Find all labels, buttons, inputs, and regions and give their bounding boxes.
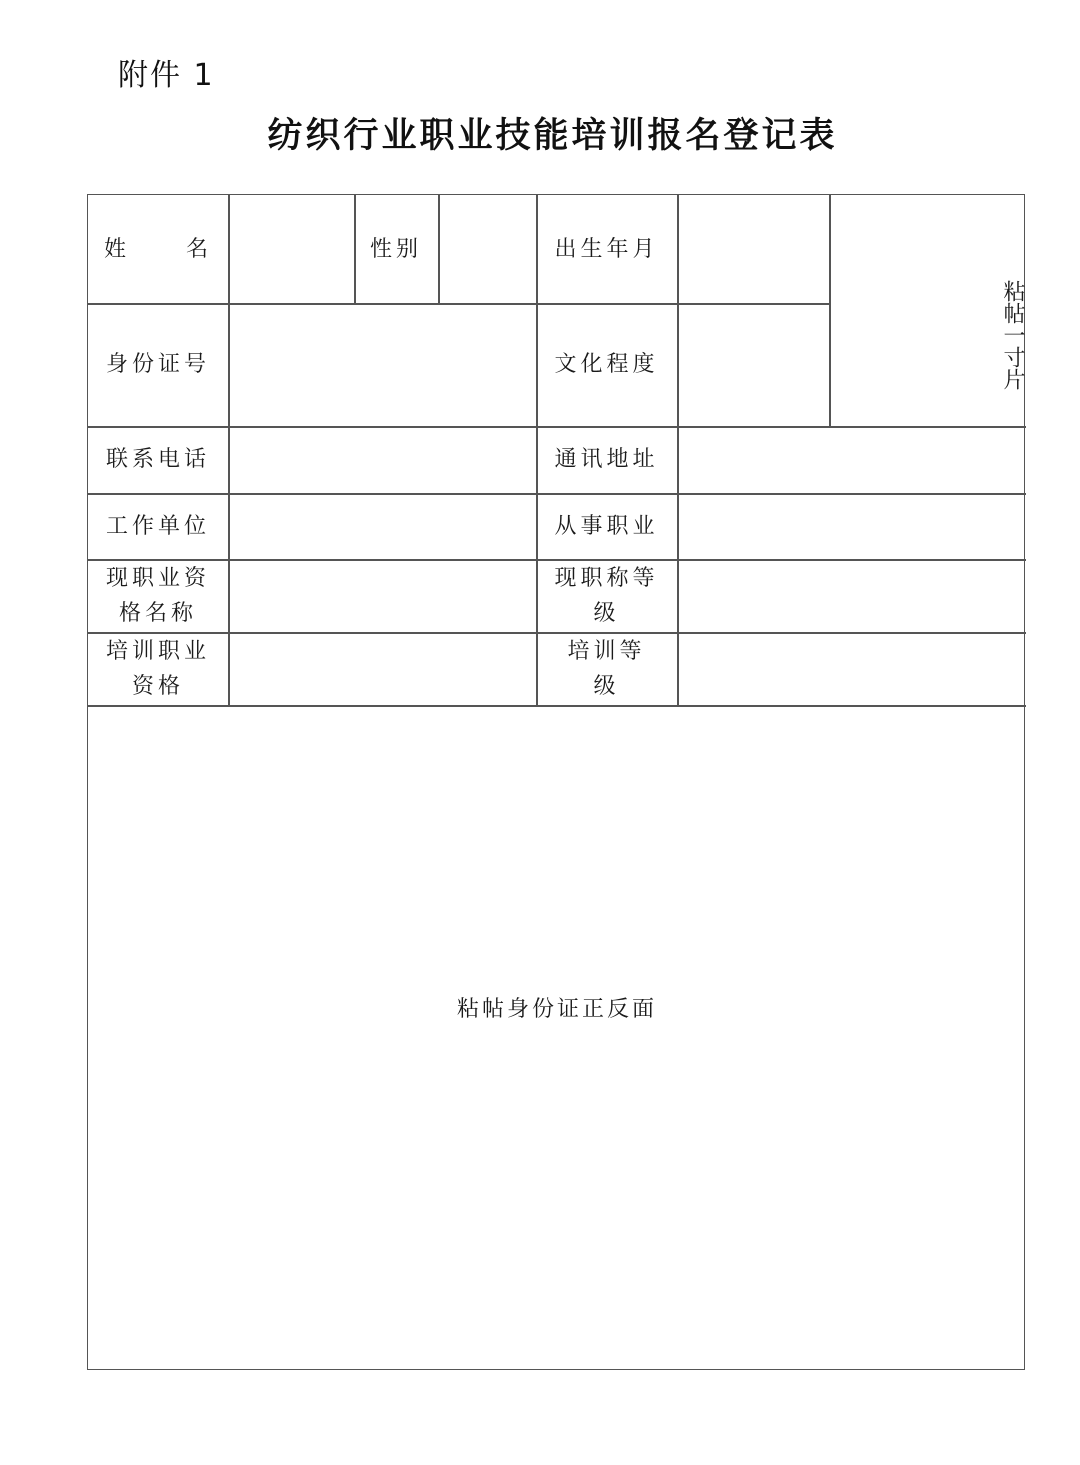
name-field[interactable]: [229, 195, 354, 303]
occupation-label: 从事职业: [554, 513, 659, 539]
phone-field[interactable]: [229, 426, 536, 493]
name-label-char-1: 姓: [104, 236, 131, 262]
workplace-field[interactable]: [229, 493, 536, 559]
id-card-paste-label: 粘帖身份证正反面: [456, 997, 657, 1022]
gender-field[interactable]: [439, 195, 536, 303]
workplace-label: 工作单位: [105, 513, 210, 539]
training-level-label: 培训等级: [567, 638, 646, 699]
photo-placeholder-label: 粘帖一寸片: [1000, 279, 1025, 390]
training-qualification-label: 培训职业资格: [105, 638, 210, 699]
attachment-label: 附件 1: [118, 58, 215, 93]
phone-label: 联系电话: [105, 447, 210, 472]
birth-date-field[interactable]: [678, 195, 829, 303]
current-title-field[interactable]: [678, 559, 1026, 632]
id-number-label: 身份证号: [105, 352, 210, 377]
name-label: [88, 195, 228, 303]
address-label: 通讯地址: [554, 447, 659, 472]
address-field[interactable]: [678, 426, 1026, 493]
current-qualification-label: 现职业资格名称: [105, 565, 210, 626]
training-level-field[interactable]: [678, 632, 1026, 705]
gender-label: 性别: [369, 236, 422, 262]
name-label-char-2: 名: [185, 236, 212, 262]
page-title: 纺织行业职业技能培训报名登记表: [267, 116, 838, 156]
training-qualification-field[interactable]: [229, 632, 536, 705]
current-title-label: 现职称等级: [554, 565, 659, 626]
occupation-field[interactable]: [678, 493, 1026, 559]
education-label: 文化程度: [554, 352, 659, 377]
id-card-paste-area[interactable]: [88, 706, 1026, 1309]
current-qualification-field[interactable]: [229, 559, 536, 632]
birth-date-label: 出生年月: [554, 236, 659, 262]
education-field[interactable]: [678, 303, 829, 426]
id-number-field[interactable]: [229, 303, 536, 426]
registration-form-table: [87, 194, 1025, 1370]
